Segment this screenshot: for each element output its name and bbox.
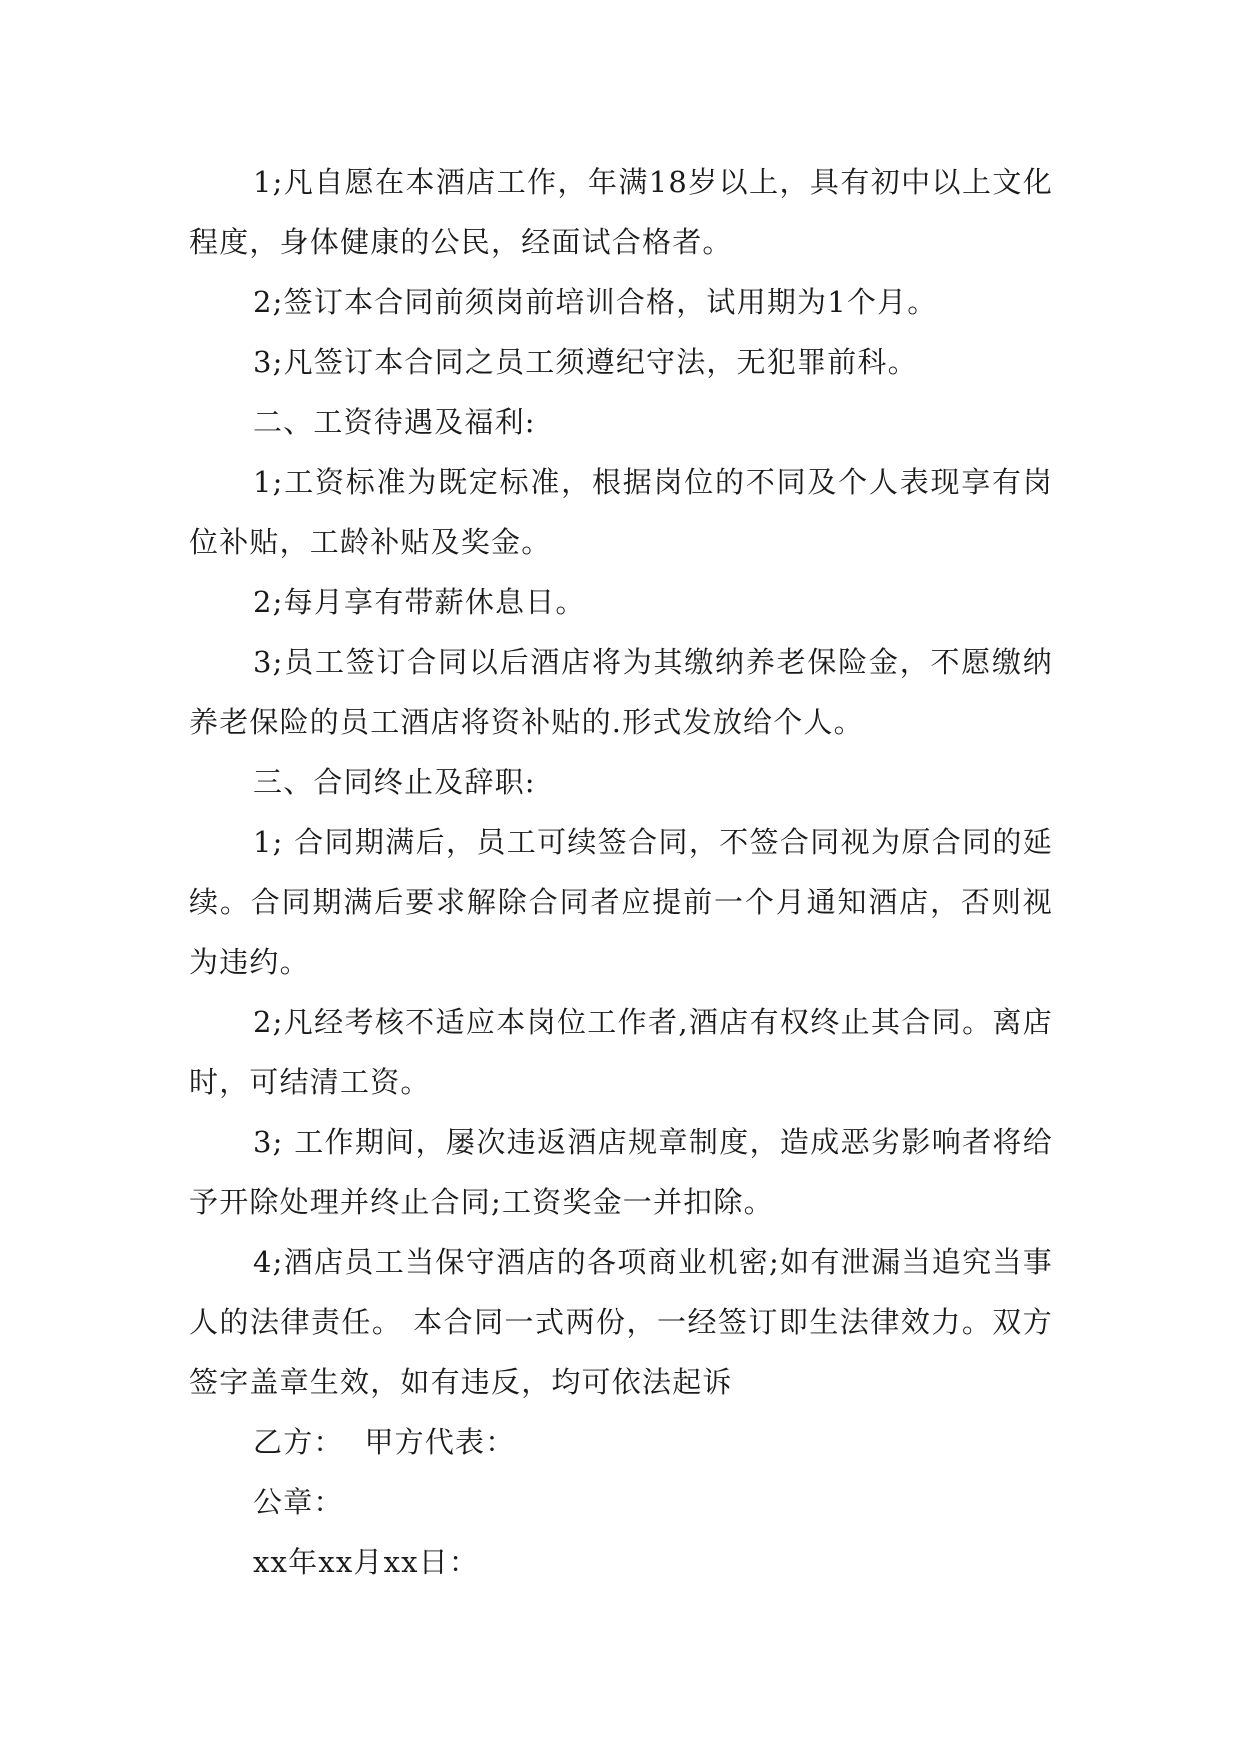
- party-b-label: 乙方：: [253, 1425, 344, 1459]
- clause-3-2: 2;凡经考核不适应本岗位工作者,酒店有权终止其合同。离店时，可结清工资。: [189, 1005, 1053, 1099]
- clause-3-4: 4;酒店员工当保守酒店的各项商业机密;如有泄漏当追究当事人的法律责任。 本合同一式两份，一经签订即生法律效力。双方签字盖章生效，如有违反，均可依法起诉: [189, 1245, 1053, 1399]
- clause-1-2: 2;签订本合同前须岗前培训合格，试用期为1个月。: [253, 285, 938, 319]
- seal-label: 公章：: [253, 1485, 344, 1519]
- section-heading-wages: 二、工资待遇及福利:: [253, 405, 536, 439]
- clause-2-1: 1;工资标准为既定标准，根据岗位的不同及个人表现享有岗位补贴，工龄补贴及奖金。: [189, 465, 1053, 559]
- clause-3-3: 3; 工作期间，屡次违返酒店规章制度，造成恶劣影响者将给予开除处理并终止合同;工资奖金一并扣除。: [189, 1125, 1053, 1219]
- party-a-rep-label: 甲方代表：: [364, 1425, 516, 1459]
- document-body: [189, 152, 1053, 1592]
- section-heading-termination: 三、合同终止及辞职:: [253, 765, 536, 799]
- clause-3-1: 1; 合同期满后，员工可续签合同，不签合同视为原合同的延续。合同期满后要求解除合同者应提前一个月通知酒店，否则视为违约。: [189, 825, 1053, 979]
- signature-line-parties: [189, 1412, 1053, 1472]
- clause-1-3: 3;凡签订本合同之员工须遵纪守法，无犯罪前科。: [253, 345, 918, 379]
- clause-1-1: 1;凡自愿在本酒店工作，年满18岁以上，具有初中以上文化程度，身体健康的公民，经面试合格者。: [189, 165, 1053, 259]
- clause-2-3: 3;员工签订合同以后酒店将为其缴纳养老保险金，不愿缴纳养老保险的员工酒店将资补贴的.形式发放给个人。: [189, 645, 1053, 739]
- clause-2-2: 2;每月享有带薪休息日。: [253, 585, 586, 619]
- date-label: xx年xx月xx日：: [253, 1545, 480, 1579]
